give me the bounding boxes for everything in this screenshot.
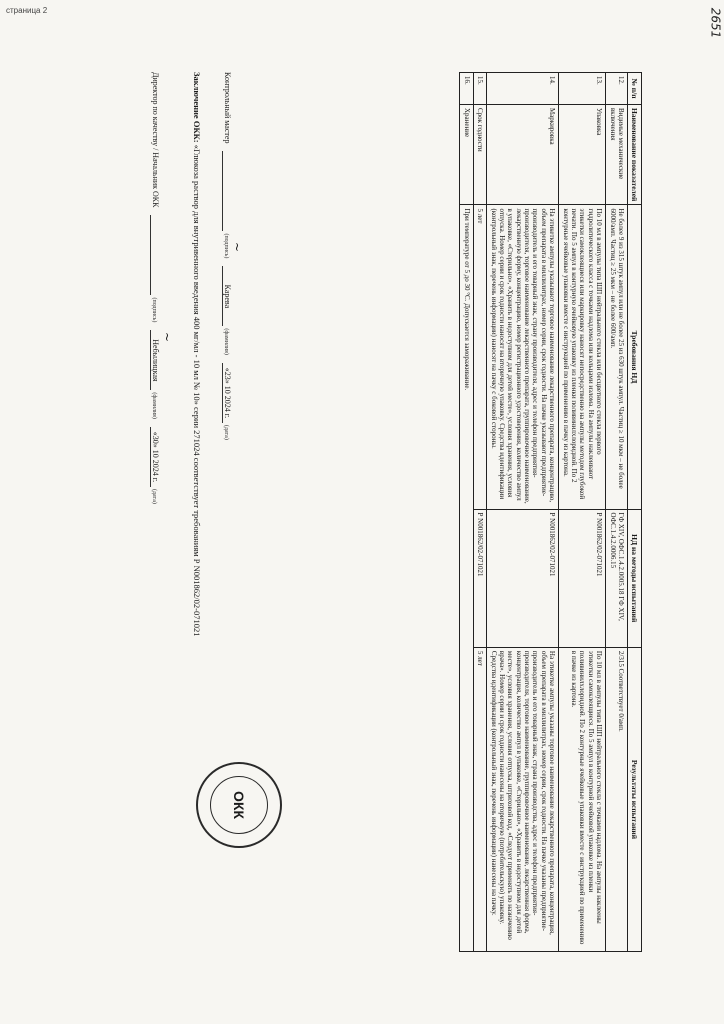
row-requirement: При температуре от 5 до 30 °С. Допускается замораживание. [460, 205, 473, 952]
row-result: 5 лет [473, 647, 486, 951]
okk-stamp [196, 762, 282, 848]
signoff-master-date: «23» 10 2024 г. [222, 363, 232, 423]
signoff-director-signature [150, 215, 160, 295]
row-requirement: На этикетке ампулы указывают торговое наименование лекарственного препарата, концентрацию, объем препарата в миллилитрах, номер серии, срок годности. На пачке указывают предприятие-производитель и его товарный знак, страну производителя, адрес и телефон предприятия-производителя, торговое наименование лекарственного препарата, группировочное наименование, лекарственную форму, концентрацию, номер регистрационного удостоверения, количество ампул в упаковке, «Стерильно», «Хранить в недоступном для детей месте», условия хранения, условия отпуска. Номер серии и срок годности наносят на вторичную упаковку. Средства идентификации (контрольный знак, перечень информации) наносят на пачку с боковой стороны. [487, 205, 559, 509]
okk-stamp-inner [210, 776, 268, 834]
signature-director: ~ [160, 332, 174, 343]
row-result: По 10 мл в ампулы типа ШП нейтрального стекла с точками надлома. На ампулы наклеены этикетки самоклеящиеся. По 5 ампул в контурной ячейковой упаковке из пленки поливинилхлоридной. По 2 контурные ячейковые упаковки вместе с инструкцией по применению в пачке из картона. [559, 647, 606, 951]
header-requirements: Требования НД [628, 205, 642, 509]
conclusion-label: Заключение ОКК: [192, 72, 202, 143]
signoff-master-role: Контрольный мастер [223, 72, 232, 144]
header-name: Наименование показателей [628, 104, 642, 205]
row-requirement: 5 лет [473, 205, 486, 509]
signoff-director-role: Директор по качеству / Начальник ОКК [151, 72, 160, 208]
row-name: Хранение [460, 104, 473, 205]
row-num: 12. [606, 73, 628, 105]
signoff-master-signature [222, 151, 232, 231]
signoff-master-signature-caption: (подпись) [223, 233, 229, 259]
handwritten-page-number: 2651 [708, 7, 723, 39]
row-num: 14. [487, 73, 559, 105]
row-num: 15. [473, 73, 486, 105]
signoff-master-name-caption: (фамилия) [223, 328, 229, 355]
conclusion [192, 72, 202, 732]
okk-stamp-center: ОКК [231, 791, 247, 819]
table-row [559, 73, 606, 952]
row-method: ГФ XIV, ОФС.1.4.2.0005.18 ГФ XIV, ОФС.1.4.2.0006.15 [606, 509, 628, 647]
signoff-master-name: Карева [222, 266, 232, 326]
row-method: Р N001862/02-071021 [473, 509, 486, 647]
page-label: страница 2 [6, 6, 48, 15]
signoff-director-name: Небылицкая [150, 330, 160, 390]
row-requirement: Не более 9 из 315 штук ампул или не более 25 из 630 штук ампул. Частиц ≥ 10 мкм – не более 6000/амп. Частиц ≥ 25 мкм – не более 600/амп. [606, 205, 628, 509]
header-test-method: НД на методы испытаний [628, 509, 642, 647]
spec-table [459, 72, 642, 952]
row-name: Срок годности [473, 104, 486, 205]
signoff-director-date: «30» 10 2024 г. [150, 427, 160, 487]
signoff-director-date-caption: (дата) [151, 488, 157, 504]
table-row [487, 73, 559, 952]
signoff-director [150, 72, 160, 504]
row-num: 16. [460, 73, 473, 105]
signoff-master [222, 72, 232, 440]
signature-master: ~ [230, 242, 244, 253]
row-num: 13. [559, 73, 606, 105]
row-requirement: По 10 мл в ампулы типа ШП нейтрального стекла или бесцветного стекла первого гидролитического класса с точками надлома или кольцами излома. На ампулы наклеивают этикетки самоклеящиеся или маркировку наносят непосредственно на ампулы методом глубокой печати. По 5 ампул в контурную ячейковую упаковку из пленки поливинилхлоридной. По 2 контурные ячейковые упаковки вместе с инструкцией по применению в пачку из картона. [559, 205, 606, 509]
row-result: 2/315 Соответствует 0/амп. [606, 647, 628, 951]
table-row [606, 73, 628, 952]
signoff-director-name-caption: (фамилия) [151, 392, 157, 419]
signoff-director-signature-caption: (подпись) [151, 297, 157, 323]
rotated-sheet [82, 72, 642, 952]
table-header-row [628, 73, 642, 952]
row-name: Упаковка [559, 104, 606, 205]
header-num: № п/п [628, 73, 642, 105]
conclusion-text: «Глюкоза раствор для внутривенного введения 400 мг/мл - 10 мл № 10» серии 271024 соответствует требованиям Р N001862/02-071021 [192, 144, 202, 637]
table-row [460, 73, 473, 952]
row-method: Р N001862/02-071021 [487, 509, 559, 647]
row-result: На этикетке ампулы указаны торговое наименование лекарственного препарата, концентрация, объем препарата в миллилитрах, номер серии, срок годности. На пачке указаны предприятие-производитель и его товарный знак, страна производства, адрес и телефон предприятия-производителя, торговое наименование, группировочное наименование, лекарственная форма, концентрация, количество ампул в упаковке, «Стерильно», «Хранить в недоступном для детей месте», условия хранения, условия отпуска, штриховой код, «Следует применять по назначению врача». Номер серии и срок годности нанесены на вторичную (потребительскую) упаковку. Средства идентификации (контрольный знак, перечень информации) нанесены на пачку. [487, 647, 559, 951]
row-method: Р N001862/02-071021 [559, 509, 606, 647]
table-row [473, 73, 486, 952]
row-name: Маркировка [487, 104, 559, 205]
row-name: Видимые механические включения [606, 104, 628, 205]
header-results: Результаты испытаний [628, 647, 642, 951]
signoff-master-date-caption: (дата) [223, 424, 229, 440]
